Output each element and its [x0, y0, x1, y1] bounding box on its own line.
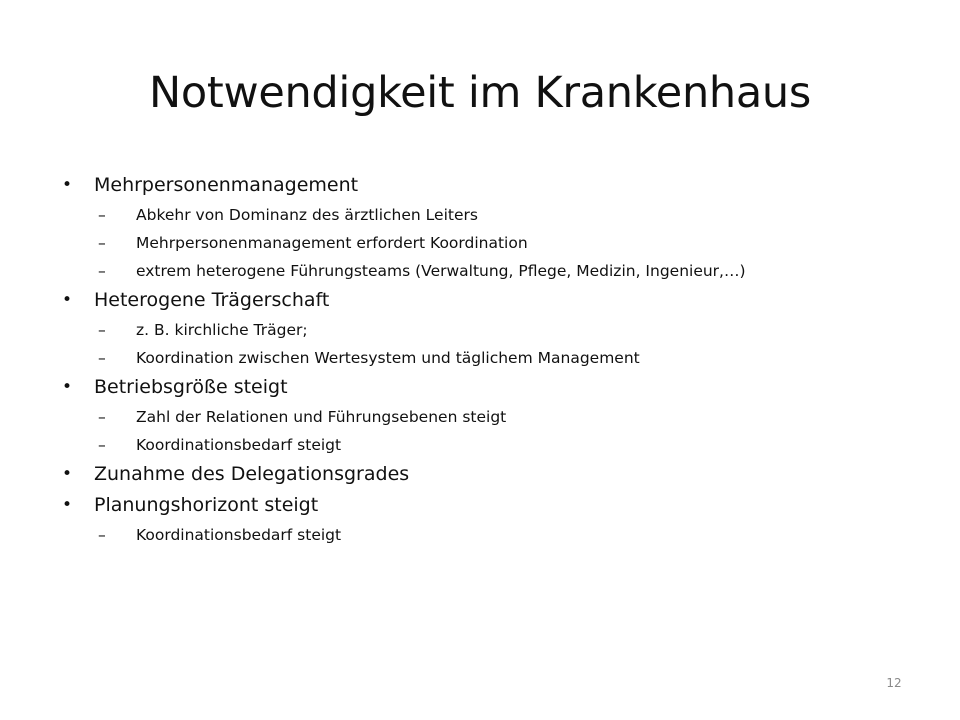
sub-item: [62, 229, 932, 257]
sub-item: [62, 344, 932, 372]
sub-item-text: Koordinationsbedarf steigt: [136, 526, 342, 544]
sub-item-text: Abkehr von Dominanz des ärztlichen Leiters: [136, 206, 478, 224]
sub-item-text: Koordination zwischen Wertesystem und täglichem Management: [136, 349, 640, 367]
sub-item: [62, 521, 932, 549]
sub-item: [62, 257, 932, 285]
sub-item: [62, 403, 932, 431]
sub-item-text: extrem heterogene Führungsteams (Verwaltung, Pflege, Medizin, Ingenieur,…): [136, 262, 746, 280]
dash-icon: –: [98, 436, 106, 454]
dash-icon: –: [98, 234, 106, 252]
bullet-text: Planungshorizont steigt: [94, 494, 319, 516]
sub-item: [62, 431, 932, 459]
sub-item-text: Mehrpersonenmanagement erfordert Koordination: [136, 234, 528, 252]
sub-item-text: Koordinationsbedarf steigt: [136, 436, 342, 454]
page-number: 12: [886, 676, 902, 690]
sub-item-text: Zahl der Relationen und Führungsebenen steigt: [136, 408, 507, 426]
bullet-item-delegationsgrad: [62, 459, 932, 490]
bullet-item-betriebsgroesse: [62, 372, 932, 403]
sub-item: [62, 316, 932, 344]
dash-icon: –: [98, 526, 106, 544]
bullet-icon: •: [62, 495, 73, 515]
bullet-list: [62, 170, 932, 549]
dash-icon: –: [98, 408, 106, 426]
bullet-text: Zunahme des Delegationsgrades: [94, 463, 410, 485]
bullet-item-traegerschaft: [62, 285, 932, 316]
bullet-item-planungshorizont: [62, 490, 932, 521]
bullet-text: Heterogene Trägerschaft: [94, 289, 330, 311]
slide-title: Notwendigkeit im Krankenhaus: [149, 68, 811, 118]
dash-icon: –: [98, 206, 106, 224]
dash-icon: –: [98, 321, 106, 339]
sub-item-text: z. B. kirchliche Träger;: [136, 321, 308, 339]
bullet-item-mehrpersonenmanagement: [62, 170, 932, 201]
bullet-text: Betriebsgröße steigt: [94, 376, 288, 398]
dash-icon: –: [98, 262, 106, 280]
bullet-icon: •: [62, 377, 73, 397]
bullet-icon: •: [62, 175, 73, 195]
sub-item: [62, 201, 932, 229]
bullet-icon: •: [62, 464, 73, 484]
bullet-icon: •: [62, 290, 73, 310]
dash-icon: –: [98, 349, 106, 367]
bullet-text: Mehrpersonenmanagement: [94, 174, 359, 196]
